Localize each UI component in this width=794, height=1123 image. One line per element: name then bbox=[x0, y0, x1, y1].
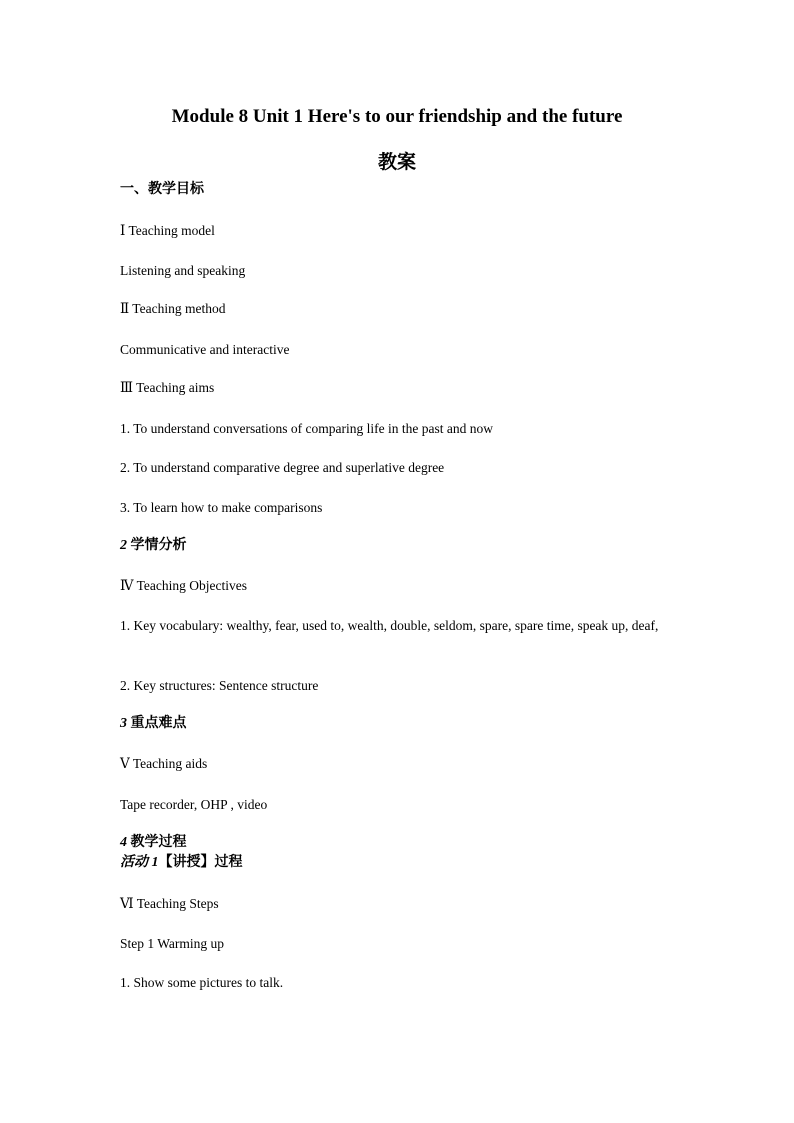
teaching-steps-heading: Ⅵ Teaching Steps bbox=[120, 896, 219, 911]
teaching-objectives-heading: Ⅳ Teaching Objectives bbox=[120, 578, 248, 593]
teaching-aims-item: 1. To understand conversations of comparing life in the past and now bbox=[120, 421, 493, 436]
section-number: 2 bbox=[120, 538, 127, 553]
teaching-aims-item: 3. To learn how to make comparisons bbox=[120, 500, 323, 515]
teaching-steps-item: 1. Show some pictures to talk. bbox=[120, 975, 284, 990]
section-label: 教学过程 bbox=[130, 835, 187, 850]
section-2-heading bbox=[120, 539, 187, 553]
document-title: Module 8 Unit 1 Here's to our friendship and the future bbox=[171, 106, 623, 127]
teaching-method-heading: Ⅱ Teaching method bbox=[120, 301, 226, 316]
teaching-model-heading: Ⅰ Teaching model bbox=[120, 223, 215, 238]
section-3-heading bbox=[120, 717, 187, 731]
activity-1-heading bbox=[120, 856, 243, 870]
section-number: 3 bbox=[120, 716, 127, 731]
section-4-heading bbox=[120, 836, 187, 850]
section-1-heading: 一、教学目标 bbox=[120, 182, 204, 197]
teaching-aims-heading: Ⅲ Teaching aims bbox=[120, 380, 215, 395]
section-label: 重点难点 bbox=[130, 716, 187, 731]
section-label: 学情分析 bbox=[130, 538, 187, 553]
teaching-method-body: Communicative and interactive bbox=[120, 342, 290, 357]
activity-label: 活动 1 bbox=[120, 855, 159, 870]
teaching-aids-heading: Ⅴ Teaching aids bbox=[120, 756, 208, 771]
teaching-model-body: Listening and speaking bbox=[120, 263, 246, 278]
section-number: 4 bbox=[120, 835, 127, 850]
teaching-aids-body: Tape recorder, OHP , video bbox=[120, 797, 268, 812]
document-subtitle: 教案 bbox=[377, 152, 416, 173]
teaching-aims-item: 2. To understand comparative degree and superlative degree bbox=[120, 460, 445, 475]
teaching-step-label: Step 1 Warming up bbox=[120, 936, 225, 951]
teaching-objectives-item: 1. Key vocabulary: wealthy, fear, used to, wealth, double, seldom, spare, spare time, speak up, deaf, bbox=[120, 618, 659, 633]
teaching-objectives-item: 2. Key structures: Sentence structure bbox=[120, 678, 319, 693]
activity-bracket: 【讲授】过程 bbox=[158, 855, 243, 870]
